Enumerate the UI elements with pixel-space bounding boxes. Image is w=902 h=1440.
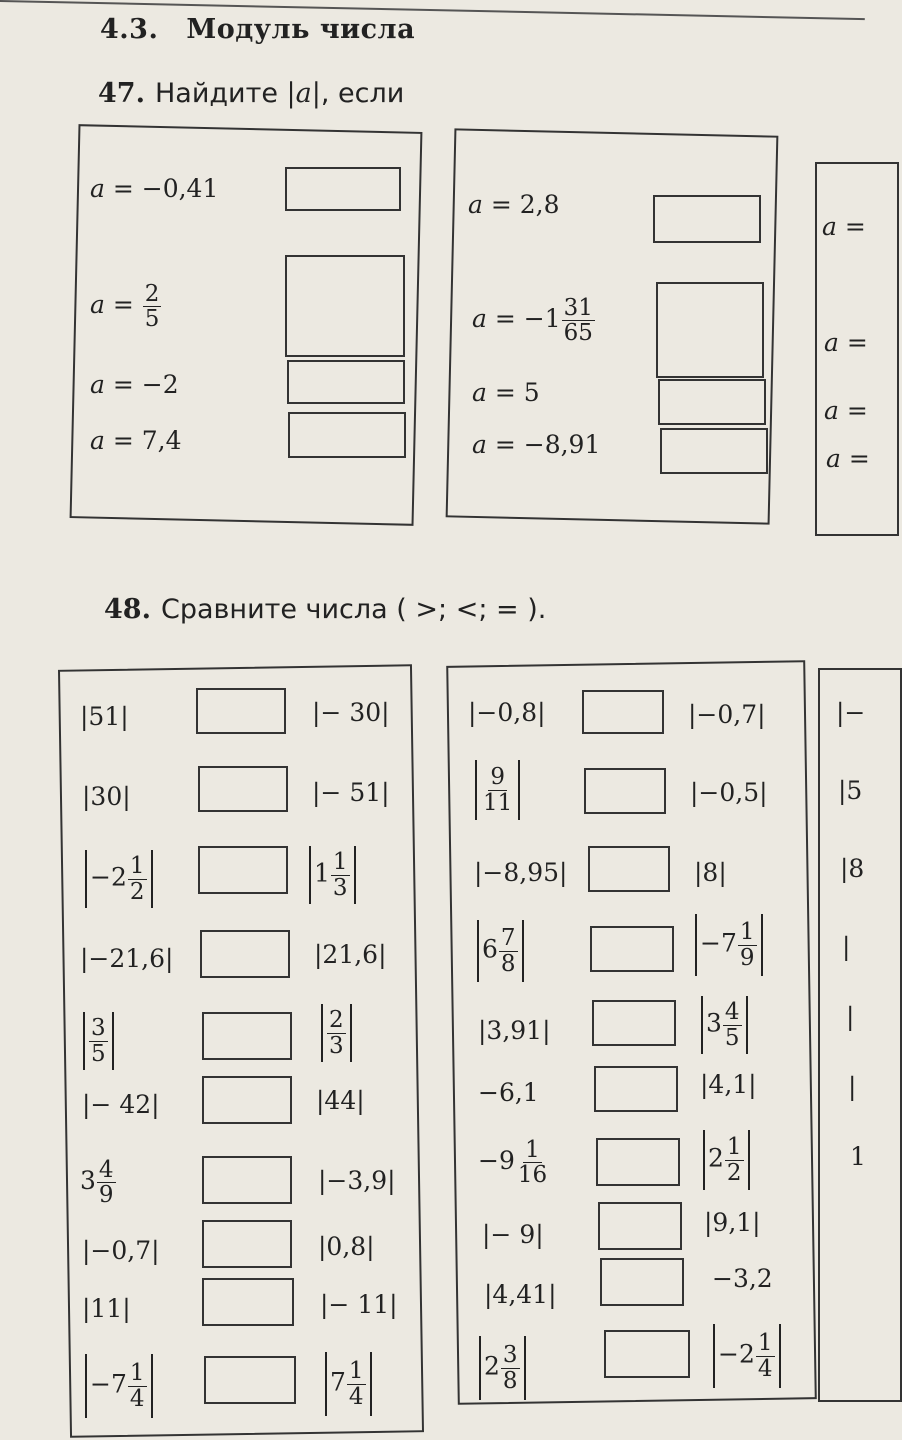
eq-47-5: a = 2,8 bbox=[468, 190, 560, 219]
compare-box[interactable] bbox=[600, 1258, 684, 1306]
compare-box[interactable] bbox=[196, 688, 286, 734]
section-title: Модуль числа bbox=[186, 14, 416, 45]
eq-47-2: a = $\frac{2}{5}$ bbox=[90, 281, 160, 333]
cmp-left: |4,41| bbox=[484, 1280, 557, 1309]
cmp-right: |− 30| bbox=[312, 698, 390, 727]
cmp-right: |− 51| bbox=[312, 778, 390, 807]
compare-box[interactable] bbox=[200, 930, 290, 978]
eq-47-10: a = bbox=[824, 328, 868, 357]
task-var: |a| bbox=[286, 78, 321, 109]
cmp-right: |21,6| bbox=[314, 940, 387, 969]
answer-box[interactable] bbox=[288, 412, 406, 458]
compare-box[interactable] bbox=[598, 1202, 682, 1250]
answer-box[interactable] bbox=[658, 379, 766, 425]
eq-47-7: a = 5 bbox=[472, 378, 540, 407]
cmp-right: |−3,9| bbox=[318, 1166, 396, 1195]
cmp-cut: |5 bbox=[838, 776, 863, 805]
answer-box[interactable] bbox=[287, 360, 405, 404]
section-number: 4.3. bbox=[100, 14, 159, 45]
cmp-left-frac: $\frac{9}{11}$ bbox=[472, 760, 523, 820]
compare-box[interactable] bbox=[198, 846, 288, 894]
cmp-right-frac: −2 $\frac{1}{4}$ bbox=[710, 1324, 784, 1388]
cmp-left: |51| bbox=[80, 702, 129, 731]
eq-47-12: a = bbox=[826, 444, 870, 473]
cmp-right: |44| bbox=[316, 1086, 365, 1115]
answer-box[interactable] bbox=[653, 195, 761, 243]
answer-box[interactable] bbox=[656, 282, 764, 378]
compare-box[interactable] bbox=[604, 1330, 690, 1378]
compare-box[interactable] bbox=[202, 1012, 292, 1060]
task-48-heading bbox=[104, 594, 546, 625]
cmp-right: |− 11| bbox=[320, 1290, 398, 1319]
compare-box[interactable] bbox=[588, 846, 670, 892]
cmp-right: |−0,7| bbox=[688, 700, 766, 729]
answer-box[interactable] bbox=[660, 428, 768, 474]
cmp-cut: | bbox=[846, 1002, 855, 1031]
compare-box[interactable] bbox=[592, 1000, 676, 1046]
cmp-right: |9,1| bbox=[704, 1208, 761, 1237]
answer-box[interactable] bbox=[285, 255, 405, 357]
cmp-left-frac: −7 $\frac{1}{4}$ bbox=[82, 1354, 156, 1418]
compare-box[interactable] bbox=[582, 690, 664, 734]
section-heading bbox=[100, 14, 415, 45]
compare-box[interactable] bbox=[202, 1220, 292, 1268]
cmp-left: |−8,95| bbox=[474, 858, 568, 887]
cmp-left: −6,1 bbox=[478, 1078, 539, 1107]
cmp-right-frac: 3 $\frac{4}{5}$ bbox=[698, 996, 751, 1054]
answer-box[interactable] bbox=[285, 167, 401, 211]
task-text-end: , если bbox=[320, 78, 405, 109]
cmp-right-frac: $\frac{2}{3}$ bbox=[318, 1004, 355, 1062]
eq-47-8: a = −8,91 bbox=[472, 430, 601, 459]
cmp-left: |−0,8| bbox=[468, 698, 546, 727]
cmp-right-frac: 1 $\frac{1}{3}$ bbox=[306, 846, 359, 904]
compare-box[interactable] bbox=[590, 926, 674, 972]
cmp-left: |3,91| bbox=[478, 1016, 551, 1045]
cmp-left: |−21,6| bbox=[80, 944, 174, 973]
task-47-heading bbox=[98, 78, 404, 109]
eq-47-6: a = −1 $\frac{31}{65}$ bbox=[472, 295, 593, 347]
cmp-left: |30| bbox=[82, 782, 131, 811]
cmp-right: |4,1| bbox=[700, 1070, 757, 1099]
cmp-cut: | bbox=[848, 1072, 857, 1101]
cmp-left-frac: −2 $\frac{1}{2}$ bbox=[82, 850, 156, 908]
task-text: Найдите bbox=[154, 78, 287, 109]
cmp-right-frac: 2 $\frac{1}{2}$ bbox=[700, 1130, 753, 1190]
cmp-left: |−0,7| bbox=[82, 1236, 160, 1265]
task-number: 47. bbox=[98, 78, 145, 109]
cmp-cut: 1 bbox=[850, 1142, 866, 1171]
compare-box[interactable] bbox=[198, 766, 288, 812]
compare-box[interactable] bbox=[596, 1138, 680, 1186]
cmp-cut: | bbox=[842, 932, 851, 961]
cmp-left: |− 9| bbox=[482, 1220, 544, 1249]
eq-47-3: a = −2 bbox=[90, 370, 179, 399]
compare-box[interactable] bbox=[202, 1278, 294, 1326]
cmp-right-frac: 7 $\frac{1}{4}$ bbox=[322, 1352, 375, 1416]
cmp-cut: |8 bbox=[840, 854, 865, 883]
cmp-left-frac: −9 $\frac{1}{16}$ bbox=[478, 1137, 548, 1189]
compare-box[interactable] bbox=[584, 768, 666, 814]
task-text: Сравните числа ( >; <; = ). bbox=[160, 594, 547, 625]
cmp-left-frac: 2 $\frac{3}{8}$ bbox=[476, 1336, 529, 1400]
cmp-right-frac: −7 $\frac{1}{9}$ bbox=[692, 914, 766, 976]
compare-box[interactable] bbox=[594, 1066, 678, 1112]
eq-47-4: a = 7,4 bbox=[90, 426, 182, 455]
cmp-left-frac: 6 $\frac{7}{8}$ bbox=[474, 920, 527, 982]
cmp-cut: |− bbox=[836, 698, 866, 727]
eq-47-9: a = bbox=[822, 212, 866, 241]
eq-47-1: a = −0,41 bbox=[90, 174, 219, 203]
cmp-right: |8| bbox=[694, 858, 727, 887]
cmp-right: |−0,5| bbox=[690, 778, 768, 807]
cmp-left: |− 42| bbox=[82, 1090, 160, 1119]
cmp-left-frac: $\frac{3}{5}$ bbox=[80, 1012, 117, 1070]
compare-box[interactable] bbox=[202, 1076, 292, 1124]
cmp-right: −3,2 bbox=[712, 1264, 773, 1293]
cmp-left-frac: 3 $\frac{4}{9}$ bbox=[80, 1157, 114, 1209]
compare-box[interactable] bbox=[202, 1156, 292, 1204]
cmp-left: |11| bbox=[82, 1294, 131, 1323]
cmp-right: |0,8| bbox=[318, 1232, 375, 1261]
compare-box[interactable] bbox=[204, 1356, 296, 1404]
eq-47-11: a = bbox=[824, 396, 868, 425]
task-number: 48. bbox=[104, 594, 151, 625]
